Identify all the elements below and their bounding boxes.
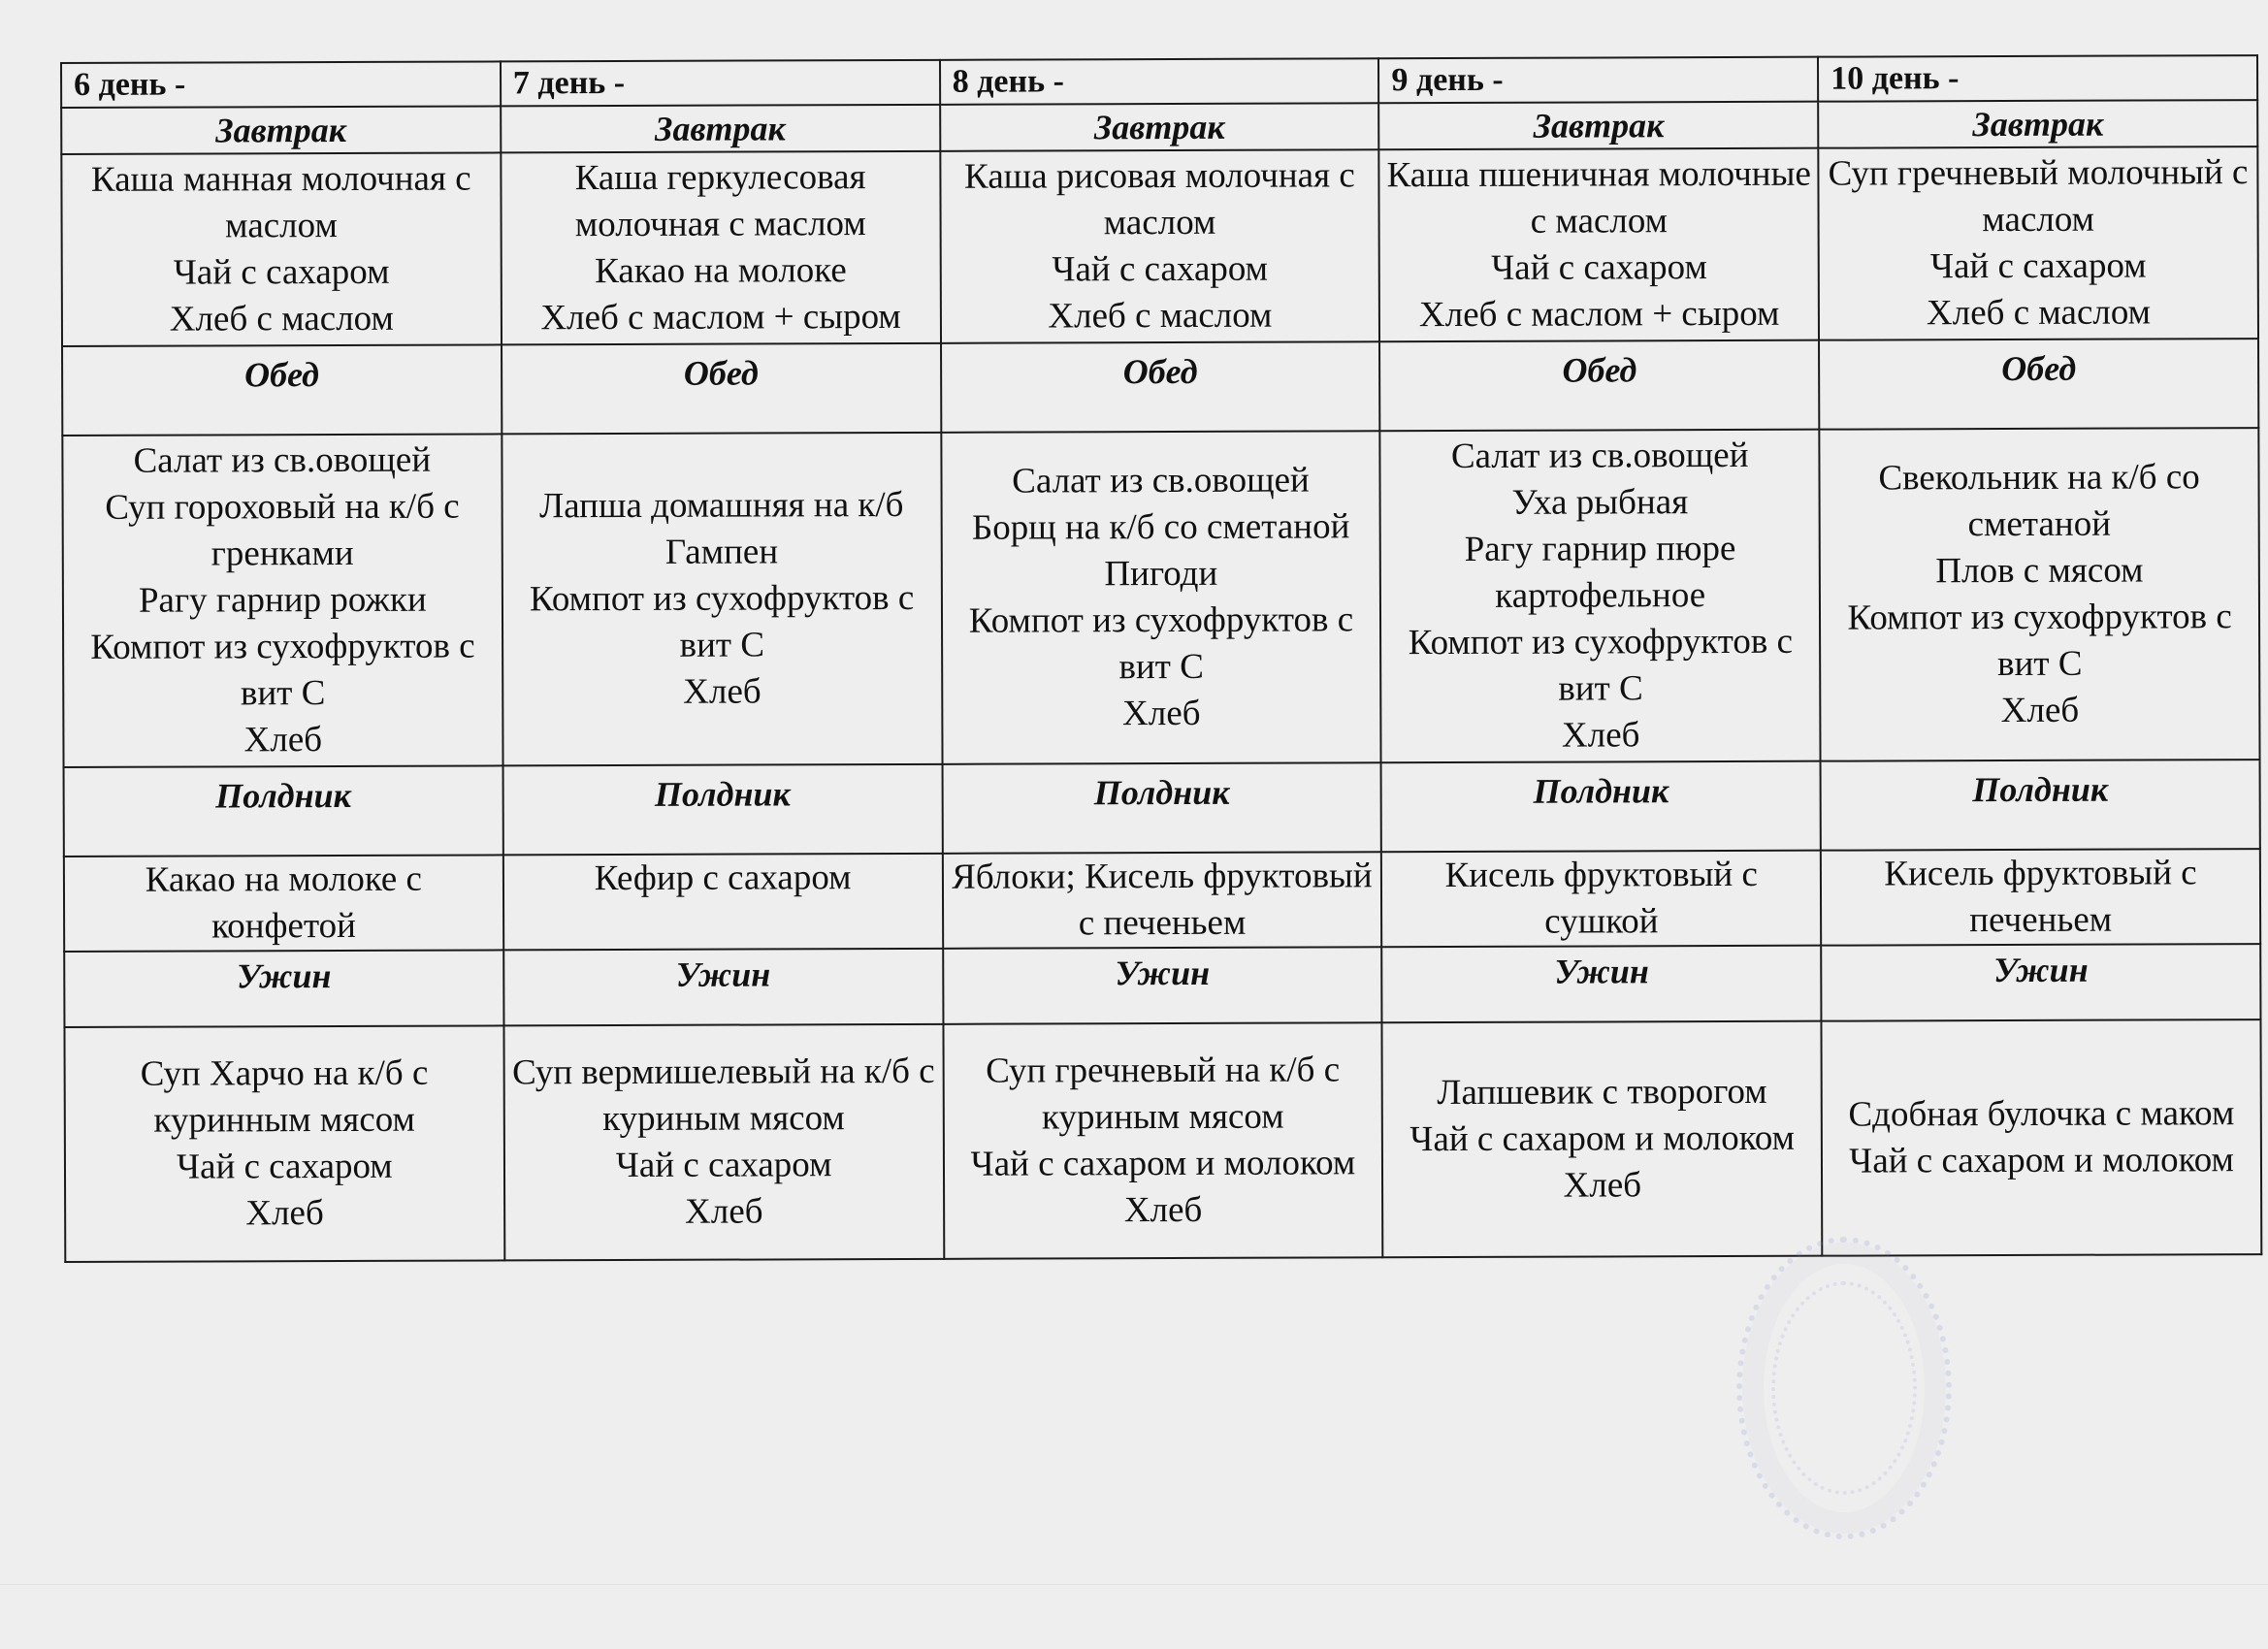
dish-item: Каша рисовая молочная с маслом <box>964 155 1355 243</box>
menu-table <box>60 54 2262 1263</box>
dish-item: Лапшевик с творогом <box>1437 1071 1767 1114</box>
breakfast-cell <box>1819 146 2259 340</box>
dish-item: Компот из сухофруктов с вит С <box>1408 621 1794 709</box>
dinner-dishes-row <box>64 1019 2261 1262</box>
dinner-cell <box>943 1022 1383 1259</box>
day-title: 6 день - <box>61 61 501 108</box>
breakfast-label: Завтрак <box>940 103 1379 151</box>
dinner-label: Ужин <box>64 950 503 1027</box>
dish-item: Хлеб с маслом <box>169 298 394 340</box>
snack-cell <box>1821 849 2260 946</box>
dish-item: Хлеб <box>683 671 761 712</box>
snack-cell <box>1381 851 1821 948</box>
dish-item: Хлеб <box>1563 1165 1642 1206</box>
dish-item: Хлеб с маслом <box>1926 292 2152 334</box>
dish-item: Хлеб с маслом + сыром <box>1418 293 1780 336</box>
dish-item: Сдобная булочка с маком <box>1848 1093 2235 1135</box>
breakfast-cell <box>61 152 501 346</box>
dish-item: Каша геркулесовая молочная с маслом <box>574 157 866 245</box>
dish-item: Хлеб с маслом + сыром <box>540 296 901 339</box>
breakfast-dishes-row <box>61 146 2258 346</box>
dish-item: Суп Харчо на к/б с куринным мясом <box>140 1052 429 1141</box>
dish-item: Чай с сахаром <box>1491 247 1707 288</box>
day-header-row <box>61 55 2257 108</box>
snack-cell <box>503 854 943 951</box>
snack-label: Полдник <box>64 765 503 857</box>
dish-item: Кисель фруктовый с печеньем <box>1884 853 2197 941</box>
dish-item: Чай с сахаром <box>615 1145 832 1186</box>
breakfast-header-row <box>61 100 2257 154</box>
lunch-label: Обед <box>941 341 1380 433</box>
lunch-label: Обед <box>1379 340 1819 432</box>
dish-item: Суп вермишелевый на к/б с куриным мясом <box>511 1051 935 1140</box>
dish-item: Чай с сахаром <box>1052 248 1269 290</box>
dish-item: Компот из сухофруктов с вит С <box>968 599 1354 688</box>
dish-item: Суп гречневый на к/б с куриным мясом <box>986 1050 1341 1138</box>
day-title: 7 день - <box>501 60 940 107</box>
dish-item: Чай с сахаром и молоком <box>1409 1117 1796 1160</box>
dish-item: Пигоди <box>1104 553 1218 595</box>
lunch-label: Обед <box>1819 339 2258 430</box>
dish-item: Уха рыбная <box>1511 482 1689 523</box>
breakfast-cell <box>1379 148 1819 342</box>
official-stamp <box>1736 1237 1952 1539</box>
dish-item: Компот из сухофруктов с вит С <box>1847 597 2232 685</box>
breakfast-label: Завтрак <box>1818 100 2257 148</box>
dish-item: Салат из св.овощей <box>1012 460 1310 501</box>
lunch-cell <box>1820 428 2260 761</box>
dish-item: Хлеб <box>1561 715 1640 756</box>
snack-cell <box>64 855 503 952</box>
snack-label: Полдник <box>1381 761 1821 853</box>
dinner-label: Ужин <box>1382 946 1822 1023</box>
dinner-cell <box>503 1024 944 1261</box>
breakfast-label: Завтрак <box>1379 102 1819 150</box>
lunch-cell <box>941 431 1381 764</box>
lunch-dishes-row <box>62 428 2259 767</box>
dish-item: Рагу гарнир пюре картофельное <box>1464 528 1736 616</box>
dish-item: Чай с сахаром <box>1929 245 2147 287</box>
snack-label: Полдник <box>502 764 942 856</box>
dish-item: Компот из сухофруктов с вит С <box>90 626 475 714</box>
dish-item: Хлеб <box>685 1191 763 1232</box>
dish-item: Какао на молоке <box>595 250 847 292</box>
dish-item: Каша манная молочная с маслом <box>90 158 471 246</box>
dish-item: Чай с сахаром и молоком <box>1849 1140 2234 1181</box>
breakfast-cell <box>501 151 940 345</box>
snack-dishes-row <box>64 849 2260 952</box>
dish-item: Лапша домашняя на к/б <box>539 484 904 527</box>
dish-item: Хлеб <box>2000 690 2080 731</box>
lunch-cell <box>502 433 942 766</box>
dish-item: Суп гороховый на к/б с гренками <box>105 486 460 574</box>
dish-item: Кефир с сахаром <box>594 857 852 899</box>
dinner-label: Ужин <box>1821 944 2260 1021</box>
lunch-cell <box>62 434 502 767</box>
dish-item: Чай с сахаром <box>173 251 390 293</box>
dish-item: Какао на молоке с конфетой <box>145 858 423 947</box>
dinner-label: Ужин <box>503 949 943 1026</box>
lunch-cell <box>1380 430 1821 763</box>
snack-label: Полдник <box>1821 760 2260 851</box>
snack-header-row <box>64 760 2260 857</box>
dinner-cell <box>64 1025 504 1262</box>
dish-item: Свекольник на к/б со сметаной <box>1878 457 2200 545</box>
snack-label: Полдник <box>942 762 1381 854</box>
dinner-header-row <box>64 944 2260 1027</box>
dish-item: Хлеб с маслом <box>1048 295 1273 337</box>
dish-item: Чай с сахаром <box>176 1146 393 1187</box>
day-title: 10 день - <box>1818 55 2257 102</box>
dish-item: Борщ на к/б со сметаной <box>971 506 1350 548</box>
dish-item: Суп гречневый молочный с маслом <box>1828 152 2249 241</box>
lunch-label: Обед <box>62 344 502 436</box>
dish-item: Хлеб <box>1122 693 1201 734</box>
breakfast-label: Завтрак <box>501 105 940 153</box>
dish-item: Салат из св.овощей <box>133 439 432 481</box>
snack-cell <box>942 852 1381 949</box>
day-title: 8 день - <box>940 58 1379 105</box>
dish-item: Компот из сухофруктов с вит С <box>529 577 915 665</box>
dish-item: Кисель фруктовый с сушкой <box>1444 854 1758 942</box>
dish-item: Яблоки; Кисель фруктовый с печеньем <box>952 856 1373 944</box>
breakfast-cell <box>940 149 1379 343</box>
dish-item: Салат из св.овощей <box>1450 435 1749 476</box>
lunch-header-row <box>62 339 2258 436</box>
dish-item: Гампен <box>664 532 779 572</box>
lunch-label: Обед <box>502 343 941 435</box>
dinner-cell <box>1382 1021 1823 1258</box>
dinner-cell <box>1822 1019 2262 1256</box>
dinner-label: Ужин <box>943 947 1382 1024</box>
breakfast-label: Завтрак <box>61 106 501 154</box>
dish-item: Хлеб <box>245 1193 324 1234</box>
dish-item: Каша пшеничная молочные с маслом <box>1386 153 1811 242</box>
dish-item: Хлеб <box>243 720 323 760</box>
dish-item: Чай с сахаром и молоком <box>970 1143 1356 1184</box>
dish-item: Плов с мясом <box>1935 550 2144 592</box>
scan-edge-line <box>0 1584 2268 1585</box>
dish-item: Рагу гарнир рожки <box>138 579 427 621</box>
dish-item: Хлеб <box>1123 1189 1203 1231</box>
day-title: 9 день - <box>1378 57 1818 104</box>
